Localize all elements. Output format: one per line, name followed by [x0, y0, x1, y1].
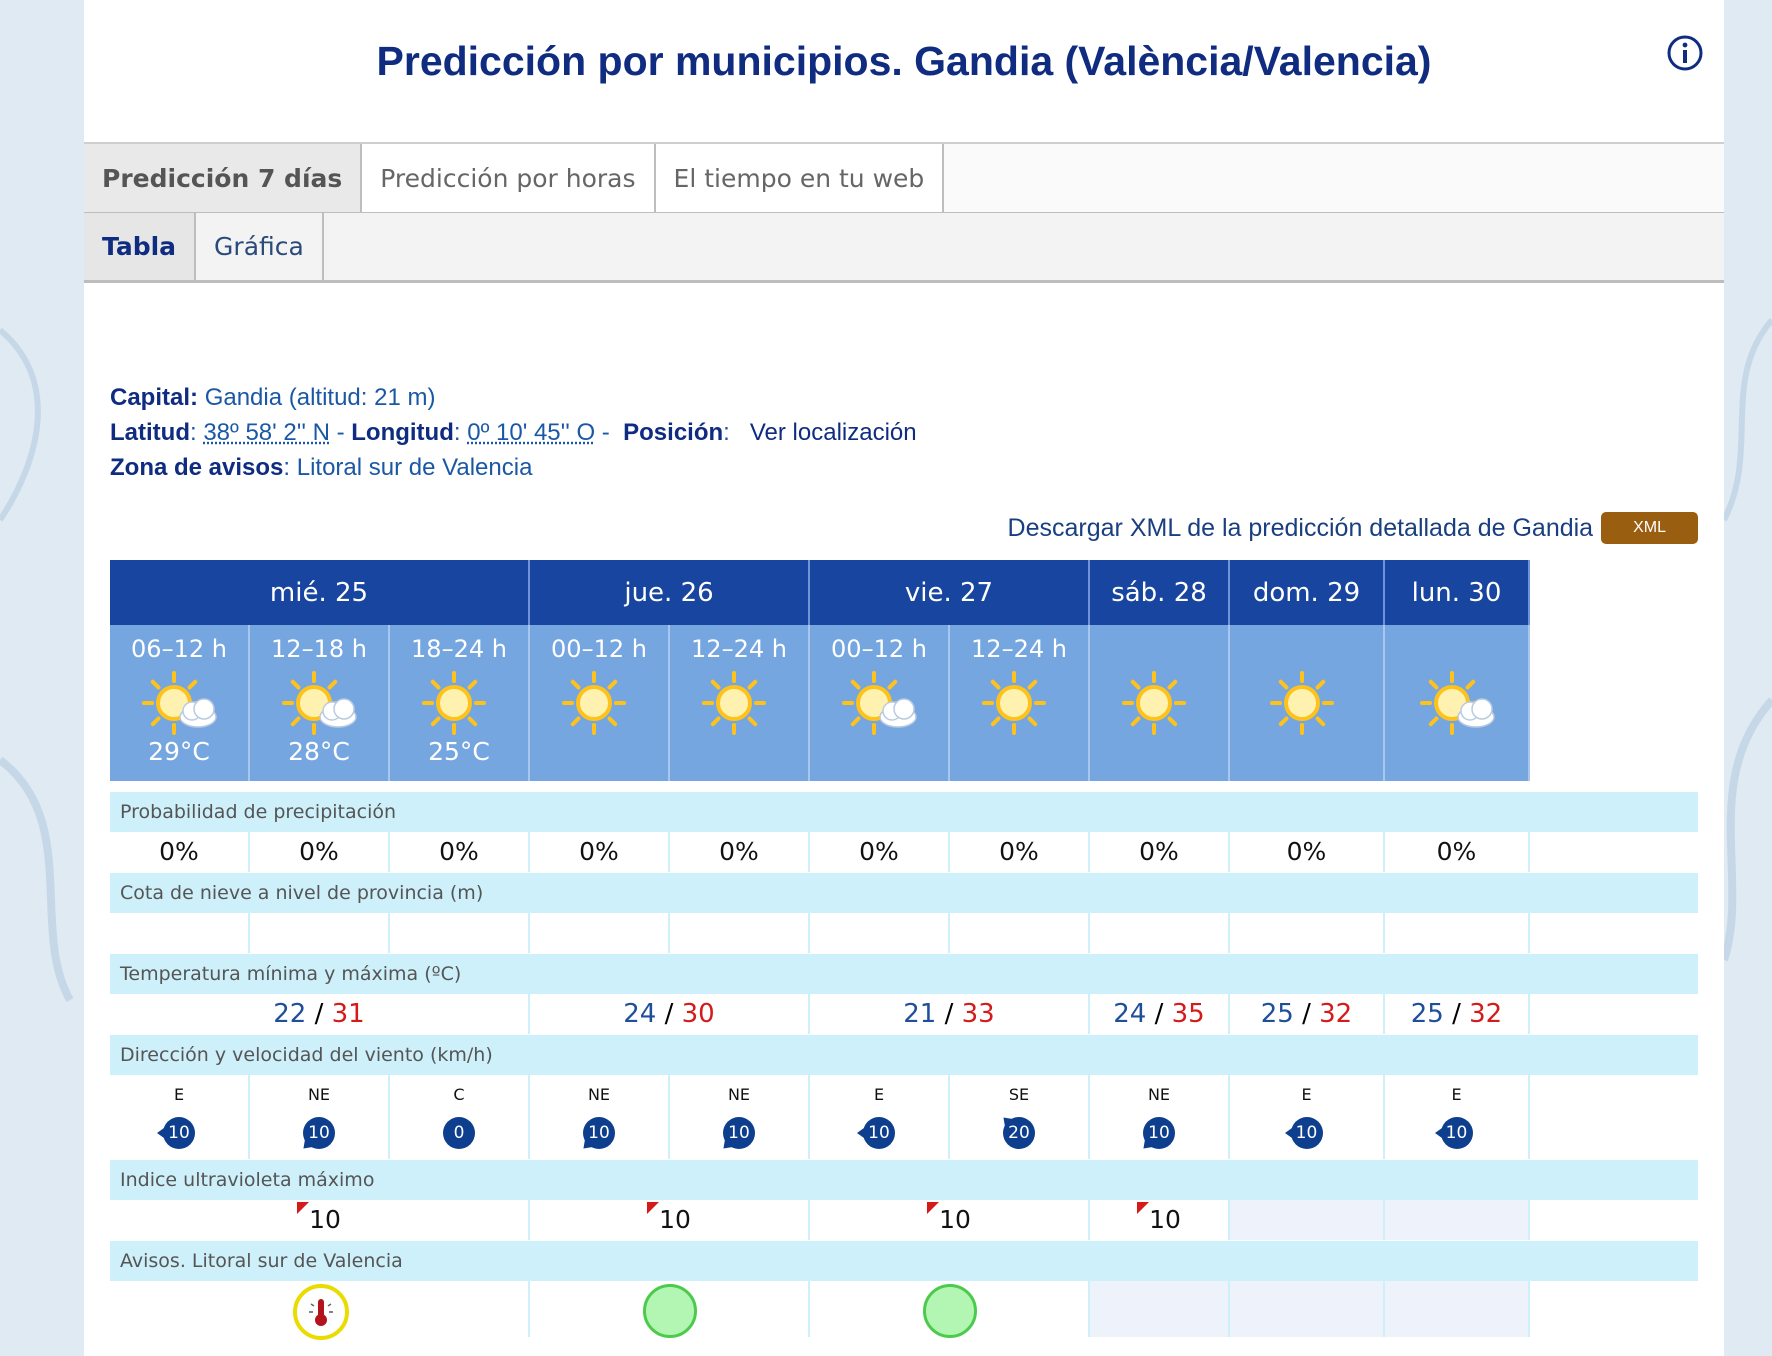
sun-icon	[1114, 667, 1204, 743]
page-container	[84, 0, 1724, 1356]
snow-level-value	[390, 913, 530, 953]
wind-arrow-icon	[568, 1102, 630, 1164]
wind-arrow-icon	[988, 1102, 1050, 1164]
capital-line	[110, 380, 917, 415]
page-title: Predicción por municipios. Gandia (València/Valencia)	[376, 38, 1432, 84]
wind-speed-badge: 20	[1003, 1117, 1035, 1149]
snow-level-value	[810, 913, 950, 953]
precipitation-value: 0%	[110, 832, 250, 872]
period-temperature: 29°C	[148, 737, 210, 766]
warning-cell	[530, 1281, 810, 1337]
sun-icon	[414, 667, 504, 743]
wind-speed-badge: 10	[863, 1117, 895, 1149]
sun-icon	[1262, 667, 1352, 743]
period-time: 06–12 h	[131, 635, 227, 663]
temperature-min-max	[110, 994, 530, 1034]
latitude-label: Latitud	[110, 419, 190, 446]
temperature-min: 25	[1410, 999, 1444, 1029]
wind-speed-badge: 10	[163, 1117, 195, 1149]
wind-arrow-icon	[1435, 1111, 1479, 1155]
high-temperature-icon	[301, 1292, 341, 1332]
day-header: jue. 26	[530, 560, 810, 625]
temperature-min: 24	[623, 999, 657, 1029]
tab-prediccion-por-horas[interactable]	[362, 144, 655, 212]
uv-number: 10	[939, 1205, 971, 1234]
precipitation-value: 0%	[1230, 832, 1385, 872]
uv-index-value	[530, 1200, 810, 1240]
temperature-min: 25	[1260, 999, 1294, 1029]
period-cell	[950, 625, 1090, 781]
wind-arrow-icon	[1128, 1102, 1190, 1164]
temperature-max: 33	[961, 999, 995, 1029]
period-cell	[250, 625, 390, 781]
wind-arrow-icon	[288, 1102, 350, 1164]
period-cell	[1230, 625, 1385, 781]
warning-cell	[1385, 1281, 1530, 1337]
temperature-max: 31	[331, 999, 365, 1029]
uv-index-value	[110, 1200, 530, 1240]
wind-direction: E	[873, 1085, 885, 1104]
latitude-value: 38º 58' 2'' N	[203, 419, 330, 446]
precipitation-value: 0%	[810, 832, 950, 872]
snow-level-value	[530, 913, 670, 953]
wind-cell	[110, 1075, 250, 1159]
section-header-avisos: Avisos. Litoral sur de Valencia	[110, 1241, 1698, 1281]
temperature-min: 24	[1113, 999, 1147, 1029]
period-time: 00–12 h	[831, 635, 927, 663]
period-temperature: 28°C	[288, 737, 350, 766]
wind-cell	[390, 1075, 530, 1159]
wind-speed-badge: 10	[1143, 1117, 1175, 1149]
temperature-max: 35	[1171, 999, 1205, 1029]
precipitation-value: 0%	[1090, 832, 1230, 872]
temperature-max: 32	[1469, 999, 1503, 1029]
temperature-separator: /	[1443, 999, 1470, 1029]
sun-cloud-icon	[274, 667, 364, 743]
warning-level-green[interactable]	[643, 1284, 697, 1338]
uv-index-value	[1090, 1200, 1230, 1240]
period-time: 12–24 h	[691, 635, 787, 663]
uv-index-value	[810, 1200, 1090, 1240]
precipitation-value: 0%	[950, 832, 1090, 872]
temperature-min-max	[810, 994, 1090, 1034]
wind-direction: NE	[307, 1085, 331, 1104]
wind-direction: SE	[1008, 1085, 1030, 1104]
snow-level-value	[670, 913, 810, 953]
snow-level-value	[250, 913, 390, 953]
snow-level-value	[1090, 913, 1230, 953]
warning-zone-label: Zona de avisos	[110, 454, 284, 481]
wind-cell	[1230, 1075, 1385, 1159]
municipality-info	[110, 380, 917, 485]
temperature-max: 32	[1319, 999, 1353, 1029]
wind-direction: NE	[1147, 1085, 1171, 1104]
period-temperature: 25°C	[428, 737, 490, 766]
wind-cell	[250, 1075, 390, 1159]
warning-cell	[110, 1281, 530, 1337]
tab-label: Predicción 7 días	[102, 163, 343, 193]
temperature-min-max	[1230, 994, 1385, 1034]
wind-direction: NE	[587, 1085, 611, 1104]
wind-direction: E	[1451, 1085, 1462, 1104]
sun-cloud-icon	[1412, 667, 1502, 743]
uv-number: 10	[1149, 1205, 1181, 1234]
longitude-value: 0º 10' 45'' O	[467, 419, 596, 446]
warning-cell	[1230, 1281, 1385, 1337]
wind-direction: C	[453, 1085, 465, 1104]
section-header-snow: Cota de nieve a nivel de provincia (m)	[110, 873, 1698, 913]
tab-prediccion-7-dias[interactable]	[84, 144, 362, 212]
wind-arrow-icon	[708, 1102, 770, 1164]
main-tabs	[84, 142, 1724, 215]
wind-cell	[1090, 1075, 1230, 1159]
temperature-min-max	[1385, 994, 1530, 1034]
warning-cell	[810, 1281, 1090, 1337]
period-cell	[390, 625, 530, 781]
uv-flag-icon	[647, 1202, 659, 1214]
wind-arrow-icon	[157, 1111, 201, 1155]
period-time: 00–12 h	[551, 635, 647, 663]
uv-index-value	[1385, 1200, 1530, 1240]
xml-download-link[interactable]: Descargar XML de la predicción detallada de Gandia	[1007, 513, 1594, 542]
sun-icon	[974, 667, 1064, 743]
tab-label: Predicción por horas	[380, 163, 636, 193]
position-label: Posición	[623, 419, 724, 446]
snow-level-value	[950, 913, 1090, 953]
temperature-min: 21	[903, 999, 937, 1029]
sun-icon	[554, 667, 644, 743]
period-cell	[1385, 625, 1530, 781]
tab-label: El tiempo en tu web	[673, 163, 925, 193]
capital-value: Gandia (altitud: 21 m)	[204, 384, 436, 411]
temperature-max: 30	[681, 999, 715, 1029]
tab-label: Tabla	[102, 232, 177, 261]
temperature-separator: /	[306, 999, 332, 1029]
day-header: lun. 30	[1385, 560, 1530, 625]
uv-index-value	[1230, 1200, 1385, 1240]
section-header-precip: Probabilidad de precipitación	[110, 792, 1698, 832]
warning-level-yellow[interactable]	[293, 1284, 349, 1340]
wind-direction: NE	[727, 1085, 751, 1104]
wind-speed-badge: 0	[443, 1117, 475, 1149]
tab-tiempo-en-tu-web[interactable]	[656, 144, 945, 212]
snow-level-value	[1230, 913, 1385, 953]
wind-arrow-icon	[857, 1111, 901, 1155]
snow-level-value	[110, 913, 250, 953]
temperature-separator: /	[656, 999, 682, 1029]
section-header-uv: Indice ultravioleta máximo	[110, 1160, 1698, 1200]
day-header: sáb. 28	[1090, 560, 1230, 625]
xml-download	[1008, 512, 1698, 544]
sun-cloud-icon	[834, 667, 924, 743]
uv-number: 10	[659, 1205, 691, 1234]
period-time: 18–24 h	[411, 635, 507, 663]
period-cell	[1090, 625, 1230, 781]
wind-direction: E	[1301, 1085, 1312, 1104]
wind-direction: E	[173, 1085, 185, 1104]
period-cell	[810, 625, 950, 781]
xml-button[interactable]: XML	[1601, 512, 1698, 544]
precipitation-value: 0%	[670, 832, 810, 872]
tab-label: Gráfica	[214, 232, 304, 261]
temperature-separator: /	[1146, 999, 1172, 1029]
period-time: 12–24 h	[971, 635, 1067, 663]
uv-flag-icon	[1137, 1202, 1149, 1214]
uv-number: 10	[309, 1205, 341, 1234]
warning-zone-value: Litoral sur de Valencia	[296, 454, 533, 481]
period-cell	[530, 625, 670, 781]
temperature-min-max	[530, 994, 810, 1034]
sub-tabs	[84, 213, 1724, 283]
temperature-min-max	[1090, 994, 1230, 1034]
day-header: mié. 25	[110, 560, 530, 625]
capital-label: Capital:	[110, 384, 199, 411]
ver-localizacion-link[interactable]: Ver localización	[749, 419, 917, 446]
warning-zone-line: Zona de avisos: Litoral sur de Valencia	[110, 454, 533, 481]
precipitation-value: 0%	[250, 832, 390, 872]
longitude-label: Longitud	[351, 419, 454, 446]
wind-speed-badge: 10	[723, 1117, 755, 1149]
wind-speed-badge: 10	[1291, 1117, 1323, 1149]
warning-level-green[interactable]	[923, 1284, 977, 1338]
sun-cloud-icon	[134, 667, 224, 743]
wind-speed-badge: 10	[583, 1117, 615, 1149]
sun-icon	[694, 667, 784, 743]
precipitation-value: 0%	[530, 832, 670, 872]
section-header-wind: Dirección y velocidad del viento (km/h)	[110, 1035, 1698, 1075]
wind-arrow-icon	[1285, 1111, 1329, 1155]
coordinates-line: Latitud: 38º 58' 2'' N - Longitud: 0º 10' 45'' O - Posición: Ver localización	[110, 419, 917, 446]
info-icon[interactable]	[1666, 34, 1704, 72]
tab-grafica[interactable]	[196, 213, 324, 280]
tab-tabla[interactable]	[84, 213, 196, 280]
day-header: vie. 27	[810, 560, 1090, 625]
period-cell	[110, 625, 250, 781]
forecast-table	[110, 560, 1698, 1332]
wind-cell	[1385, 1075, 1530, 1159]
snow-level-value	[1385, 913, 1530, 953]
section-header-temp: Temperatura mínima y máxima (ºC)	[110, 954, 1698, 994]
precipitation-value: 0%	[390, 832, 530, 872]
warning-cell	[1090, 1281, 1230, 1337]
temperature-min: 22	[273, 999, 307, 1029]
uv-flag-icon	[927, 1202, 939, 1214]
temperature-separator: /	[936, 999, 962, 1029]
temperature-separator: /	[1293, 999, 1320, 1029]
wind-cell	[530, 1075, 670, 1159]
wind-cell	[670, 1075, 810, 1159]
wind-cell	[810, 1075, 950, 1159]
period-time: 12–18 h	[271, 635, 367, 663]
wind-speed-badge: 10	[1441, 1117, 1473, 1149]
period-cell	[670, 625, 810, 781]
wind-cell	[950, 1075, 1090, 1159]
wind-speed-badge: 10	[303, 1117, 335, 1149]
uv-flag-icon	[297, 1202, 309, 1214]
day-header: dom. 29	[1230, 560, 1385, 625]
precipitation-value: 0%	[1385, 832, 1530, 872]
